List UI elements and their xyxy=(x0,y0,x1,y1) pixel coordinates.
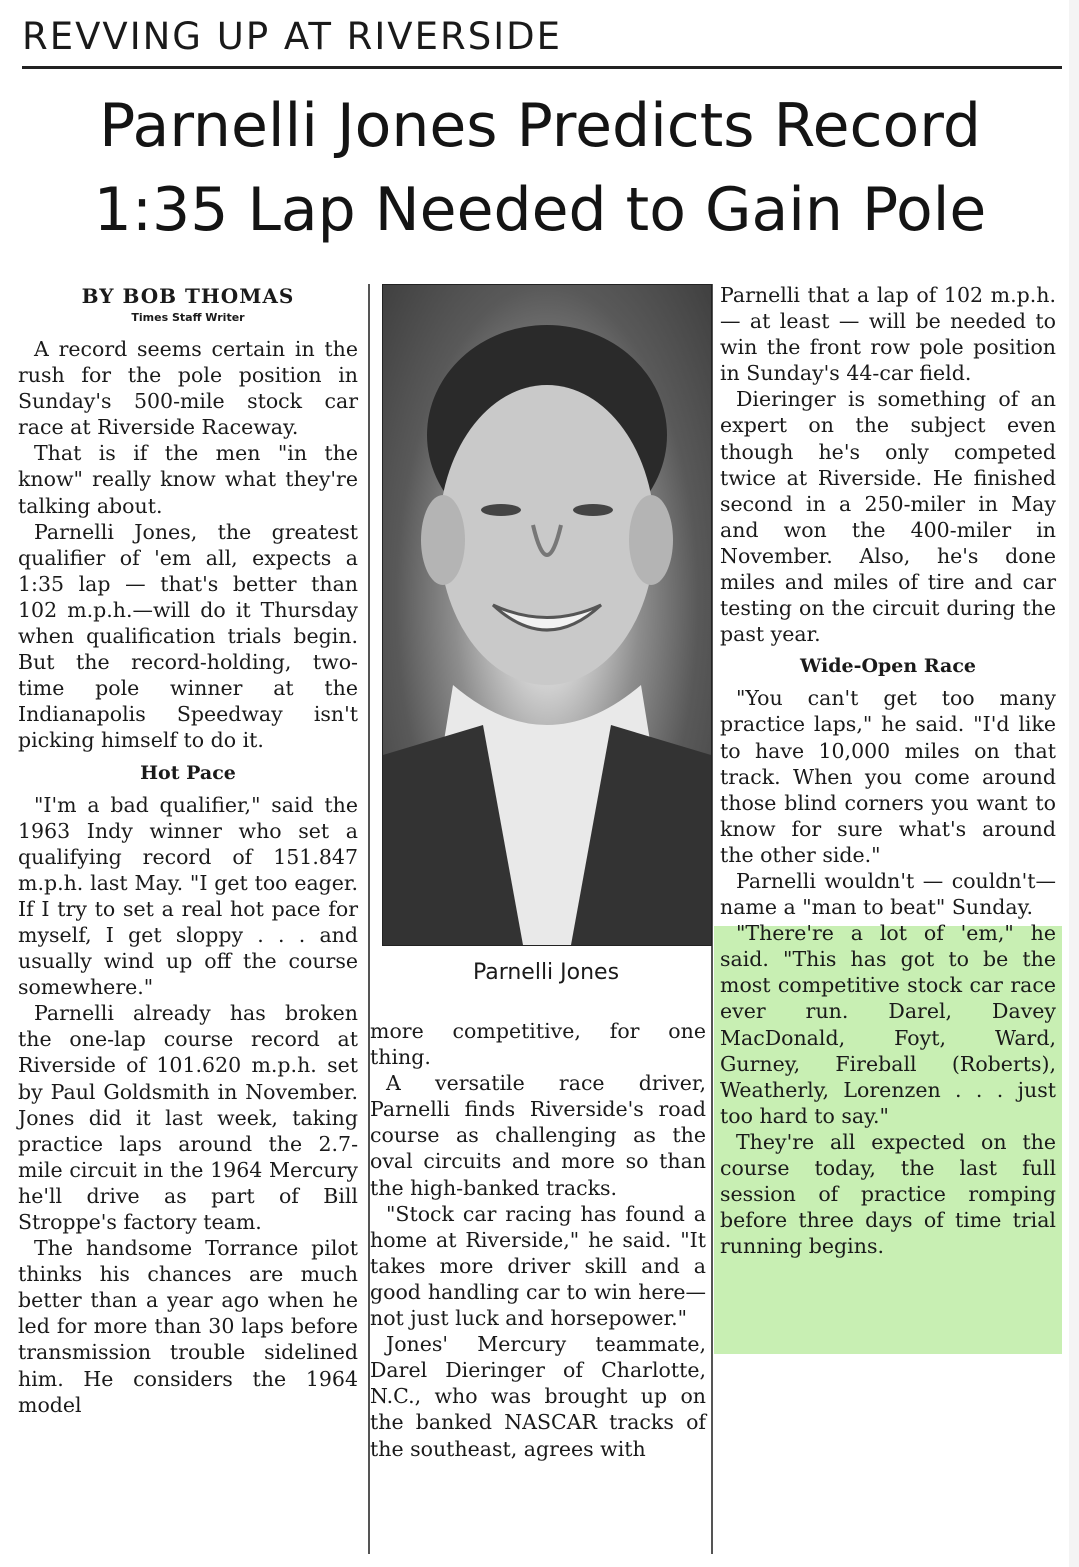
paragraph: Jones' Mercury teammate, Darel Dieringer of Charlotte, N.C., who was brought up on the banked NASCAR tracks of the southeast, agrees with xyxy=(370,1332,706,1461)
paragraph: "There're a lot of 'em," he said. "This has got to be the most competitive stock car race ever run. Darel, Davey MacDonald, Foyt, Ward, Gurney, Fireball (Roberts), Weatherly, Lorenzen . . . just too hard to say." xyxy=(720,921,1056,1128)
headline-line-1: Parnelli Jones Predicts Record xyxy=(99,91,981,161)
paragraph: Parnelli already has broken the one-lap course record at Riverside of 101.620 m.p.h. set by Paul Goldsmith in November. Jones did it last week, taking practice laps around the 2.7-mile circuit in the 1964 Mercury he'll drive as part of Bill Stroppe's factory team. xyxy=(18,1001,358,1234)
subhead: Wide-Open Race xyxy=(799,655,977,678)
paragraph: "You can't get too many practice laps," he said. "I'd like to have 10,000 miles on that track. When you come around those blind corners you want to know for sure what's around the other side." xyxy=(720,686,1056,867)
photo-caption: Parnelli Jones xyxy=(472,960,620,985)
kicker-headline: REVVING UP AT RIVERSIDE xyxy=(22,15,562,58)
byline-title: Times Staff Writer xyxy=(131,311,245,324)
byline: BY BOB THOMAS xyxy=(81,284,295,308)
paragraph: "Stock car racing has found a home at Riverside," he said. "It takes more driver skill and a good handling car to win here—not just luck and horsepower." xyxy=(370,1201,706,1331)
paragraph: Dieringer is something of an expert on the subject even though he's only competed twice at Riverside. He finished second in a 250-miler in May and won the 400-miler in November. Also, he's done miles and miles of tire and car testing on the circuit during the past year. xyxy=(720,387,1056,647)
photo-parnelli-jones xyxy=(382,284,712,946)
main-headline xyxy=(60,84,1020,252)
paragraph: more competitive, for one thing. xyxy=(370,1019,706,1070)
paragraph: Parnelli wouldn't — couldn't—name a "man to beat" Sunday. xyxy=(720,868,1056,920)
paragraph: The handsome Torrance pilot thinks his chances are much better than a year ago when he led for more than 30 laps before transmission trouble sidelined him. He considers the 1964 model xyxy=(18,1236,358,1417)
paragraph: They're all expected on the course today, the last full session of practice romping before three days of time trial running begins. xyxy=(720,1129,1056,1259)
kicker-rule xyxy=(22,66,1062,69)
column-2 xyxy=(370,1018,706,1462)
scan-edge xyxy=(1069,0,1079,1567)
column-1 xyxy=(18,282,358,1418)
paragraph: Parnelli Jones, the greatest qualifier of 'em all, expects a 1:35 lap — that's better than 102 m.p.h.—will do it Thursday when qualification trials begin. But the record-holding, two-time pole winner at the Indianapolis Speedway isn't picking himself to do it. xyxy=(18,519,358,753)
paragraph: A record seems certain in the rush for the pole position in Sunday's 500-mile stock car race at Riverside Raceway. xyxy=(18,337,358,440)
paragraph: "I'm a bad qualifier," said the 1963 Indy winner who set a qualifying record of 151.847 m.p.h. last May. "I get too eager. If I try to set a real hot pace for myself, I get sloppy . . . and usually wind up off the course somewhere." xyxy=(18,792,358,1000)
paragraph: That is if the men "in the know" really know what they're talking about. xyxy=(18,441,358,518)
paragraph: A versatile race driver, Parnelli finds Riverside's road course as challenging as the oval circuits and more so than the high-banked tracks. xyxy=(370,1071,706,1200)
subhead: Hot Pace xyxy=(140,761,236,784)
headline-line-2: 1:35 Lap Needed to Gain Pole xyxy=(93,175,987,245)
portrait-illustration xyxy=(383,285,711,945)
column-3 xyxy=(720,282,1056,1259)
paragraph: Parnelli that a lap of 102 m.p.h. — at least — will be needed to win the front row pole position in Sunday's 44-car field. xyxy=(720,283,1056,386)
